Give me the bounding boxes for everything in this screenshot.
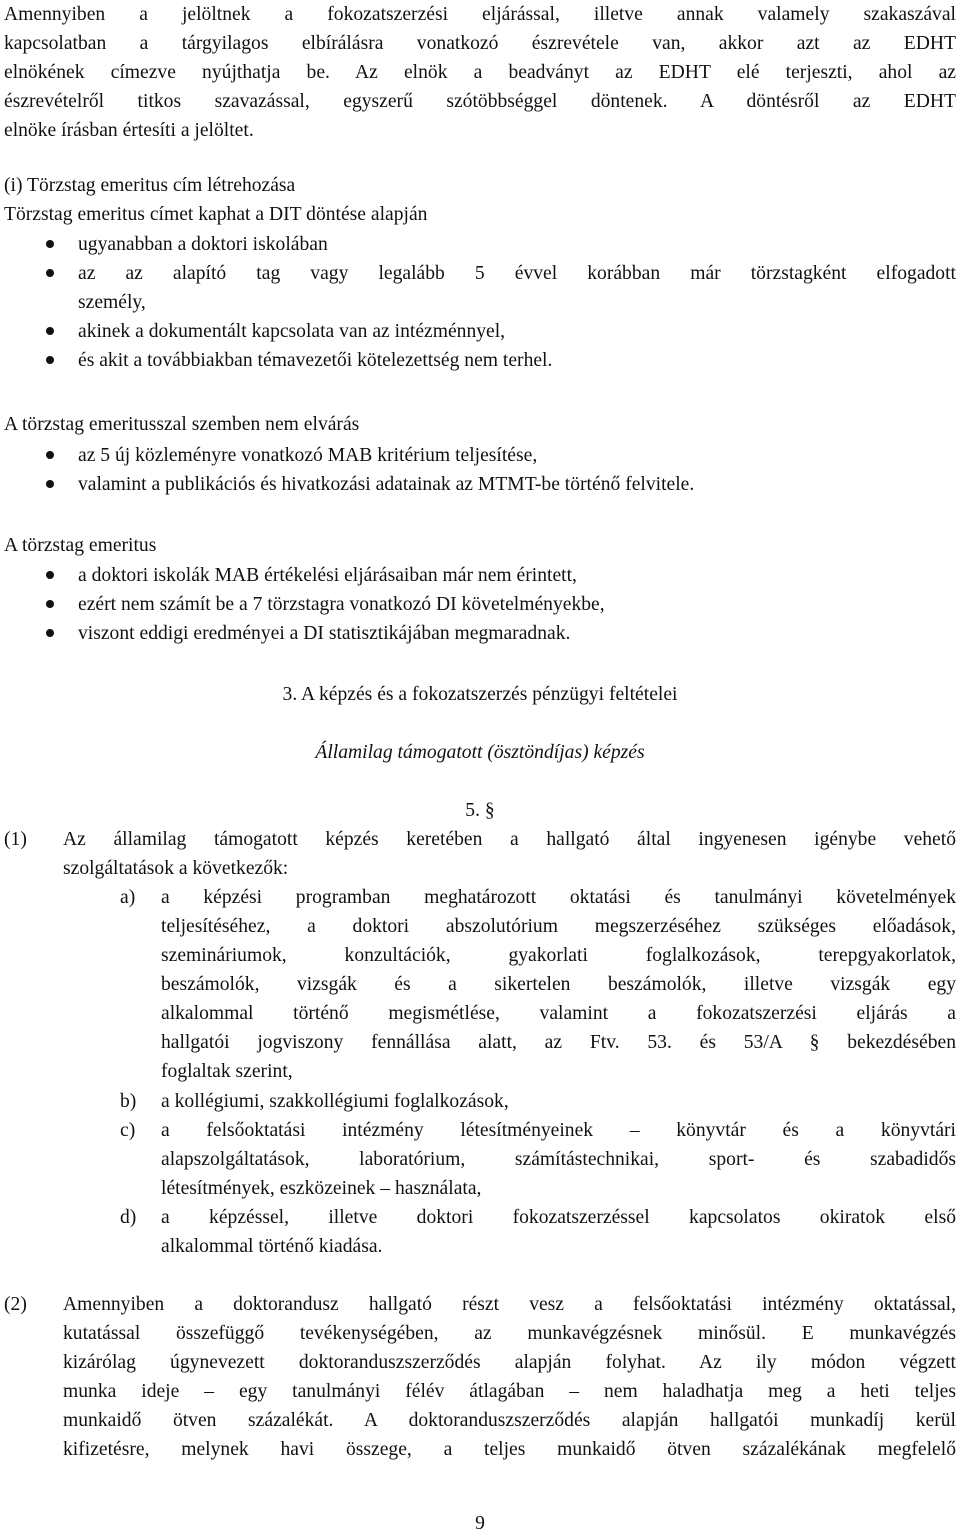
status-list [0, 561, 960, 648]
item-text: a képzéssel, illetve doktori fokozatszerzéssel kapcsolatos okiratok első alkalommal történő kiadása. [161, 1207, 956, 1257]
item-label: c) [120, 1120, 136, 1141]
list-item: az 5 új közleményre vonatkozó MAB kritérium teljesítése, [0, 441, 960, 470]
list-item: az az alapító tag vagy legalább 5 évvel korábban már törzstagként elfogadott személy, [0, 259, 960, 317]
bullet-icon [46, 480, 54, 488]
list-item: akinek a dokumentált kapcsolata van az intézménnyel, [0, 317, 960, 346]
emeritus-intro: Törzstag emeritus címet kaphat a DIT döntése alapján [4, 204, 428, 225]
item-label: d) [120, 1207, 137, 1228]
item-text: a képzési programban meghatározott oktatási és tanulmányi követelmények teljesítéséhez, a doktori abszolutórium megszerzéséhez szükséges előadások, szemináriumok, konzultációk, gyakorlati foglalkozások, terepgyakorlatok, beszámolók, vizsgák és a sikertelen beszámolók, illetve vizsgák egy alkalommal történő megismétlése, valamint a fokozatszerzési eljárás a hallgatói jogviszony fennállása alatt, az Ftv. 53. és 53/A § bekezdésében foglaltak szerint, [161, 887, 956, 1082]
emeritus-criteria-list [0, 230, 960, 375]
paragraph-label: (1) [4, 829, 27, 850]
list-item: és akit a továbbiakban témavezetői kötelezettség nem terhel. [0, 346, 960, 375]
intro-line: észrevételről titkos szavazással, egyszerű szótöbbséggel döntenek. A döntésről az EDHT [4, 91, 956, 112]
paragraph-text: Amennyiben a doktorandusz hallgató részt vesz a felsőoktatási intézmény oktatással, kutatással összefüggő tevékenységében, az munkavégzésnek minősül. E munkavégzés kizárólag úgynevezett doktoranduszszerződés alapján folyhat. Az ily módon végzett munka ideje – egy tanulmányi félév átlagában – nem haladhatja meg a heti teljes munkaidő ötven százalékát. A doktoranduszszerződés alapján hallgatói munkadíj kerül kifizetésre, melynek havi összege, a teljes munkaidő ötven százalékának megfelelő [63, 1294, 956, 1460]
intro-line: elnöke írásban értesíti a jelöltet. [4, 120, 254, 141]
intro-line: elnökének címezve nyújthatja be. Az elnök a beadványt az EDHT elé terjeszti, ahol az [4, 62, 956, 83]
item-text: a kollégiumi, szakkollégiumi foglalkozások, [161, 1091, 509, 1112]
item-label: b) [120, 1091, 137, 1112]
paragraph-text: Az államilag támogatott képzés keretében a hallgató által ingyenesen igénybe vehető szolgáltatások a következők: [63, 829, 956, 879]
bullet-icon [46, 629, 54, 637]
list-item: ezért nem számít be a 7 törzstagra vonatkozó DI követelményekbe, [0, 590, 960, 619]
bullet-icon [46, 356, 54, 364]
bullet-icon [46, 571, 54, 579]
not-expected-list [0, 441, 960, 499]
page-number: 9 [475, 1513, 485, 1534]
item-label: a) [120, 887, 136, 908]
section-title: 3. A képzés és a fokozatszerzés pénzügyi feltételei [282, 684, 678, 705]
bullet-icon [46, 240, 54, 248]
list-item: a doktori iskolák MAB értékelési eljárásaiban már nem érintett, [0, 561, 960, 590]
paragraph-label: (2) [4, 1294, 27, 1315]
bullet-icon [46, 451, 54, 459]
bullet-icon [46, 327, 54, 335]
status-intro: A törzstag emeritus [4, 535, 157, 556]
bullet-icon [46, 600, 54, 608]
intro-line: Amennyiben a jelöltnek a fokozatszerzési eljárással, illetve annak valamely szakaszával [4, 4, 956, 25]
list-item: ugyanabban a doktori iskolában [0, 230, 960, 259]
paragraph-number: 5. § [465, 800, 495, 821]
intro-line: kapcsolatban a tárgyilagos elbírálásra vonatkozó észrevétele van, akkor azt az EDHT [4, 33, 956, 54]
emeritus-heading: (i) Törzstag emeritus cím létrehozása [4, 175, 296, 196]
bullet-icon [46, 269, 54, 277]
item-text: a felsőoktatási intézmény létesítményeinek – könyvtár és a könyvtári alapszolgáltatások, laboratórium, számítástechnikai, sport- és szabadidős létesítmények, eszközeinek – használata, [161, 1120, 956, 1199]
not-expected-intro: A törzstag emeritusszal szemben nem elvárás [4, 414, 360, 435]
section-subtitle: Államilag támogatott (ösztöndíjas) képzés [315, 742, 645, 763]
list-item: viszont eddigi eredményei a DI statisztikájában megmaradnak. [0, 619, 960, 648]
intro-paragraph [4, 0, 956, 145]
list-item: valamint a publikációs és hivatkozási adatainak az MTMT-be történő felvitele. [0, 470, 960, 499]
